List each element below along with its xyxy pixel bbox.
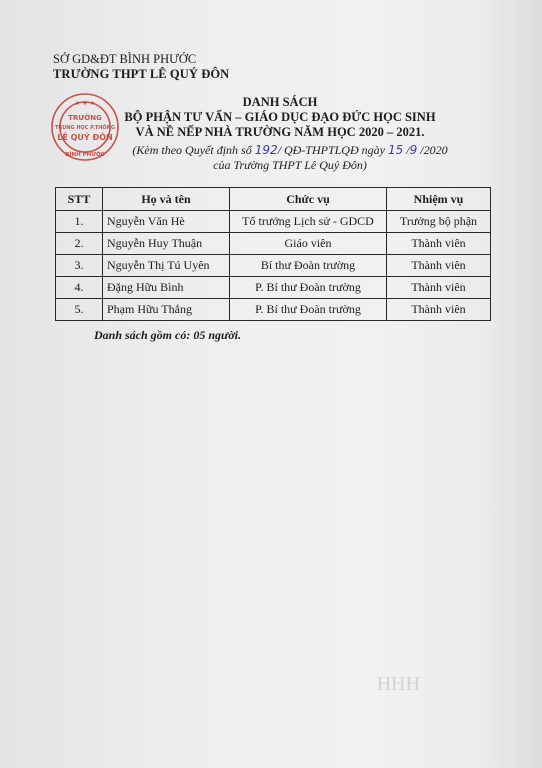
table-row [56,299,491,321]
decision-number-handwritten: 192 [254,143,278,157]
issuer-line: của Trường THPT Lê Quý Đôn) [213,158,367,172]
cell-position: P. Bí thư Đoàn trường [230,299,387,321]
table-row [56,277,491,299]
cell-position: Bí thư Đoàn trường [230,255,387,277]
header-duty: Nhiệm vụ [387,188,491,211]
cell-position: P. Bí thư Đoàn trường [230,277,387,299]
svg-text:★ ★ ★: ★ ★ ★ [74,100,96,107]
svg-text:TRUNG HỌC P.THÔNG: TRUNG HỌC P.THÔNG [55,125,115,131]
header-name: Họ và tên [103,188,230,211]
header-stt: STT [56,188,103,211]
cell-name: Phạm Hữu Thắng [103,299,230,321]
cell-duty: Thành viên [387,299,491,321]
department-name: SỞ GD&ĐT BÌNH PHƯỚC [53,52,197,66]
cell-name: Nguyễn Văn Hè [103,211,230,233]
bleed-through-mark [300,668,420,698]
title-line-3: VÀ NỀ NẾP NHÀ TRƯỜNG NĂM HỌC 2020 – 2021. [135,125,425,139]
page-shadow [482,0,542,768]
cell-stt: 4. [56,277,103,299]
title-line-1: DANH SÁCH [242,95,318,109]
decision-month-handwritten: 9 [409,143,418,157]
decision-year: /2020 [417,143,448,157]
svg-text:HHH: HHH [376,673,420,695]
cell-duty: Thành viên [387,233,491,255]
cell-name: Nguyễn Thị Tú Uyên [103,255,230,277]
summary-note: Danh sách gồm có: 05 người. [94,328,241,342]
svg-text:TRƯỜNG: TRƯỜNG [68,114,102,122]
cell-stt: 3. [56,255,103,277]
cell-stt: 5. [56,299,103,321]
cell-name: Nguyễn Huy Thuận [103,233,230,255]
cell-position: Giáo viên [230,233,387,255]
header-position: Chức vụ [230,188,387,211]
decision-reference [90,143,490,173]
school-name: TRƯỜNG THPT LÊ QUÝ ĐÔN [53,67,230,81]
cell-stt: 1. [56,211,103,233]
cell-stt: 2. [56,233,103,255]
decision-day-handwritten: 15 [387,143,404,157]
cell-duty: Thành viên [387,255,491,277]
member-table [55,187,491,321]
table-row [56,211,491,233]
organization-header [53,52,229,82]
table-row [56,233,491,255]
cell-duty: Thành viên [387,277,491,299]
svg-text:LÊ QUÝ ĐÔN: LÊ QUÝ ĐÔN [57,133,113,142]
decision-prefix: (Kèm theo Quyết định số [132,143,255,157]
date-separator: / [403,143,410,157]
title-line-2: BỘ PHẬN TƯ VẤN – GIÁO DỤC ĐẠO ĐỨC HỌC SINH [124,110,436,124]
cell-name: Đặng Hữu Bình [103,277,230,299]
cell-position: Tổ trưởng Lịch sử - GDCD [230,211,387,233]
document-title [80,95,480,140]
svg-text:BÌNH PHƯỚC: BÌNH PHƯỚC [65,152,105,158]
table-header-row [56,188,491,211]
decision-code: / QĐ-THPTLQĐ ngày [277,143,388,157]
cell-duty: Trưởng bộ phận [387,211,491,233]
table-row [56,255,491,277]
